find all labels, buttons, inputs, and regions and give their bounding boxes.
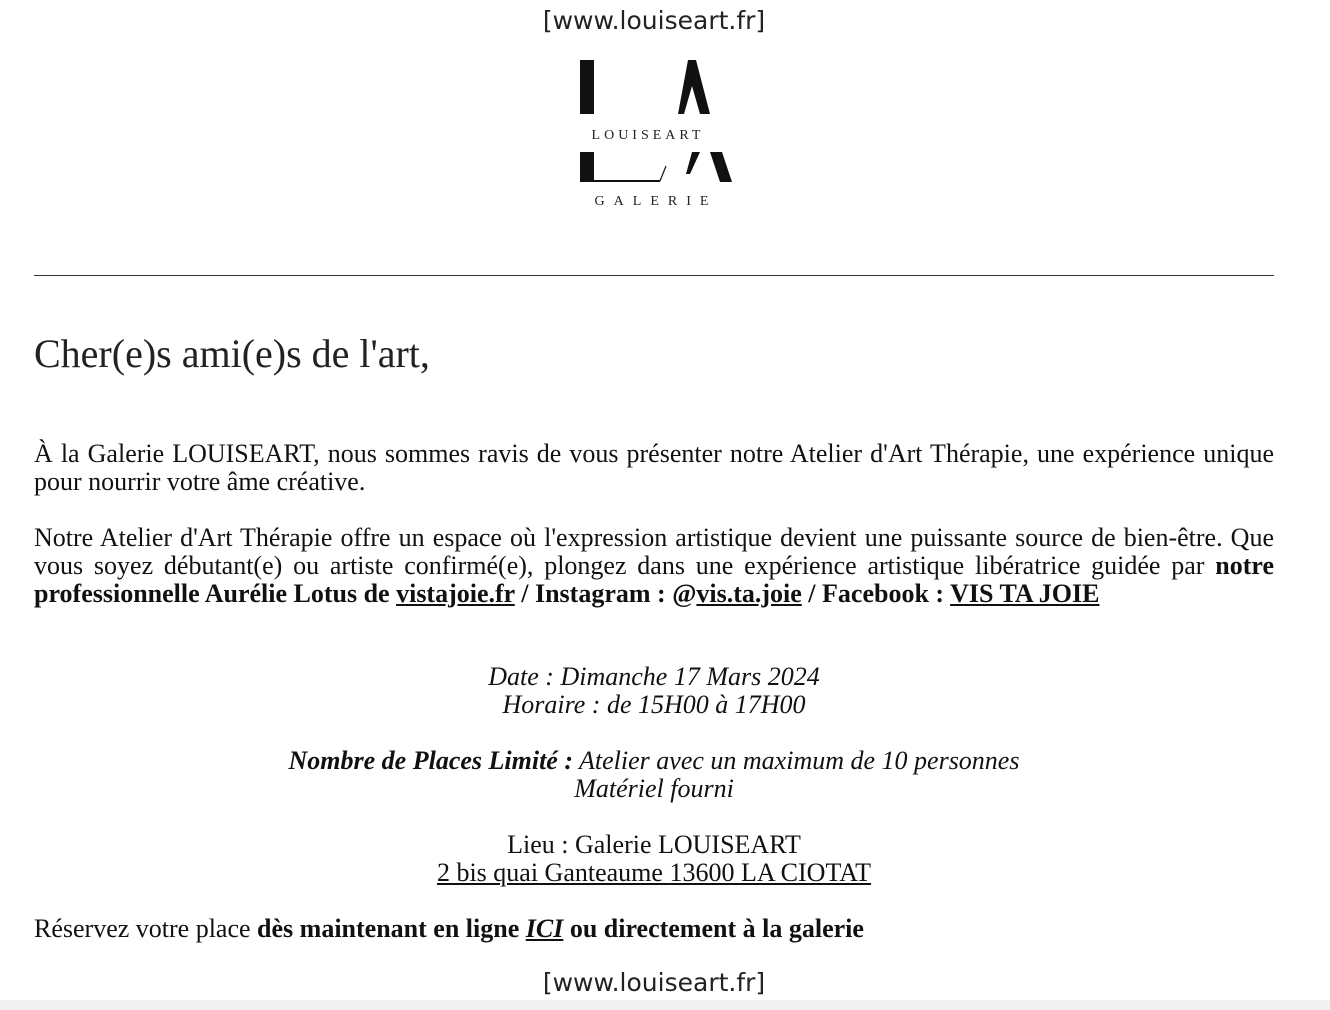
- instagram-link[interactable]: vis.ta.joie: [696, 579, 802, 608]
- places-text: Atelier avec un maximum de 10 personnes: [573, 746, 1020, 775]
- location-block: [34, 831, 1274, 887]
- description-text: Notre Atelier d'Art Thérapie offre un espace où l'expression artistique devient une puissante source de bien-être. Que vous soyez débutant(e) ou artiste confirmé(e), plongez dans une expérience artistique libératrice guidée par: [34, 523, 1274, 580]
- event-date: Date : Dimanche 17 Mars 2024: [488, 662, 820, 691]
- reserve-bold-2: ou directement à la galerie: [563, 914, 864, 943]
- description-paragraph: [34, 524, 1274, 608]
- reserve-bold-1: dès maintenant en ligne: [257, 914, 526, 943]
- event-time: Horaire : de 15H00 à 17H00: [502, 690, 806, 719]
- professional-intro: notre professionnelle Aurélie Lotus de: [34, 551, 1274, 608]
- reserve-prefix: Réservez votre place: [34, 914, 258, 943]
- logo-subtitle-text: GALERIE: [594, 194, 718, 209]
- website-link-vistajoie[interactable]: vistajoie.fr: [396, 579, 515, 608]
- reserve-line: [34, 914, 864, 944]
- location-name: Lieu : Galerie LOUISEART: [507, 830, 801, 859]
- instagram-label: / Instagram :: [514, 579, 673, 608]
- event-date-block: [34, 663, 1274, 719]
- at-sign: @: [672, 579, 697, 608]
- logo-brand-text: LOUISEART: [591, 128, 705, 143]
- website-link-top[interactable]: [www.louiseart.fr]: [542, 6, 766, 35]
- intro-paragraph: À la Galerie LOUISEART, nous sommes ravis de vous présenter notre Atelier d'Art Thérapie, une expérience unique pour nourrir votre âme créative.: [34, 439, 1274, 496]
- reserve-ici-link[interactable]: ICI: [525, 914, 564, 943]
- places-label: Nombre de Places Limité :: [288, 746, 573, 775]
- materials-text: Matériel fourni: [574, 774, 734, 803]
- address-link[interactable]: 2 bis quai Ganteaume 13600 LA CIOTAT: [436, 858, 872, 887]
- louiseart-galerie-logo: [560, 56, 750, 214]
- website-link-bottom[interactable]: [www.louiseart.fr]: [542, 968, 766, 997]
- facebook-link[interactable]: VIS TA JOIE: [950, 579, 1100, 608]
- facebook-label: / Facebook :: [801, 579, 951, 608]
- bottom-strip: [0, 1000, 1330, 1010]
- greeting-heading: Cher(e)s ami(e)s de l'art,: [34, 331, 430, 376]
- places-block: [34, 747, 1274, 803]
- header-divider: [34, 275, 1274, 276]
